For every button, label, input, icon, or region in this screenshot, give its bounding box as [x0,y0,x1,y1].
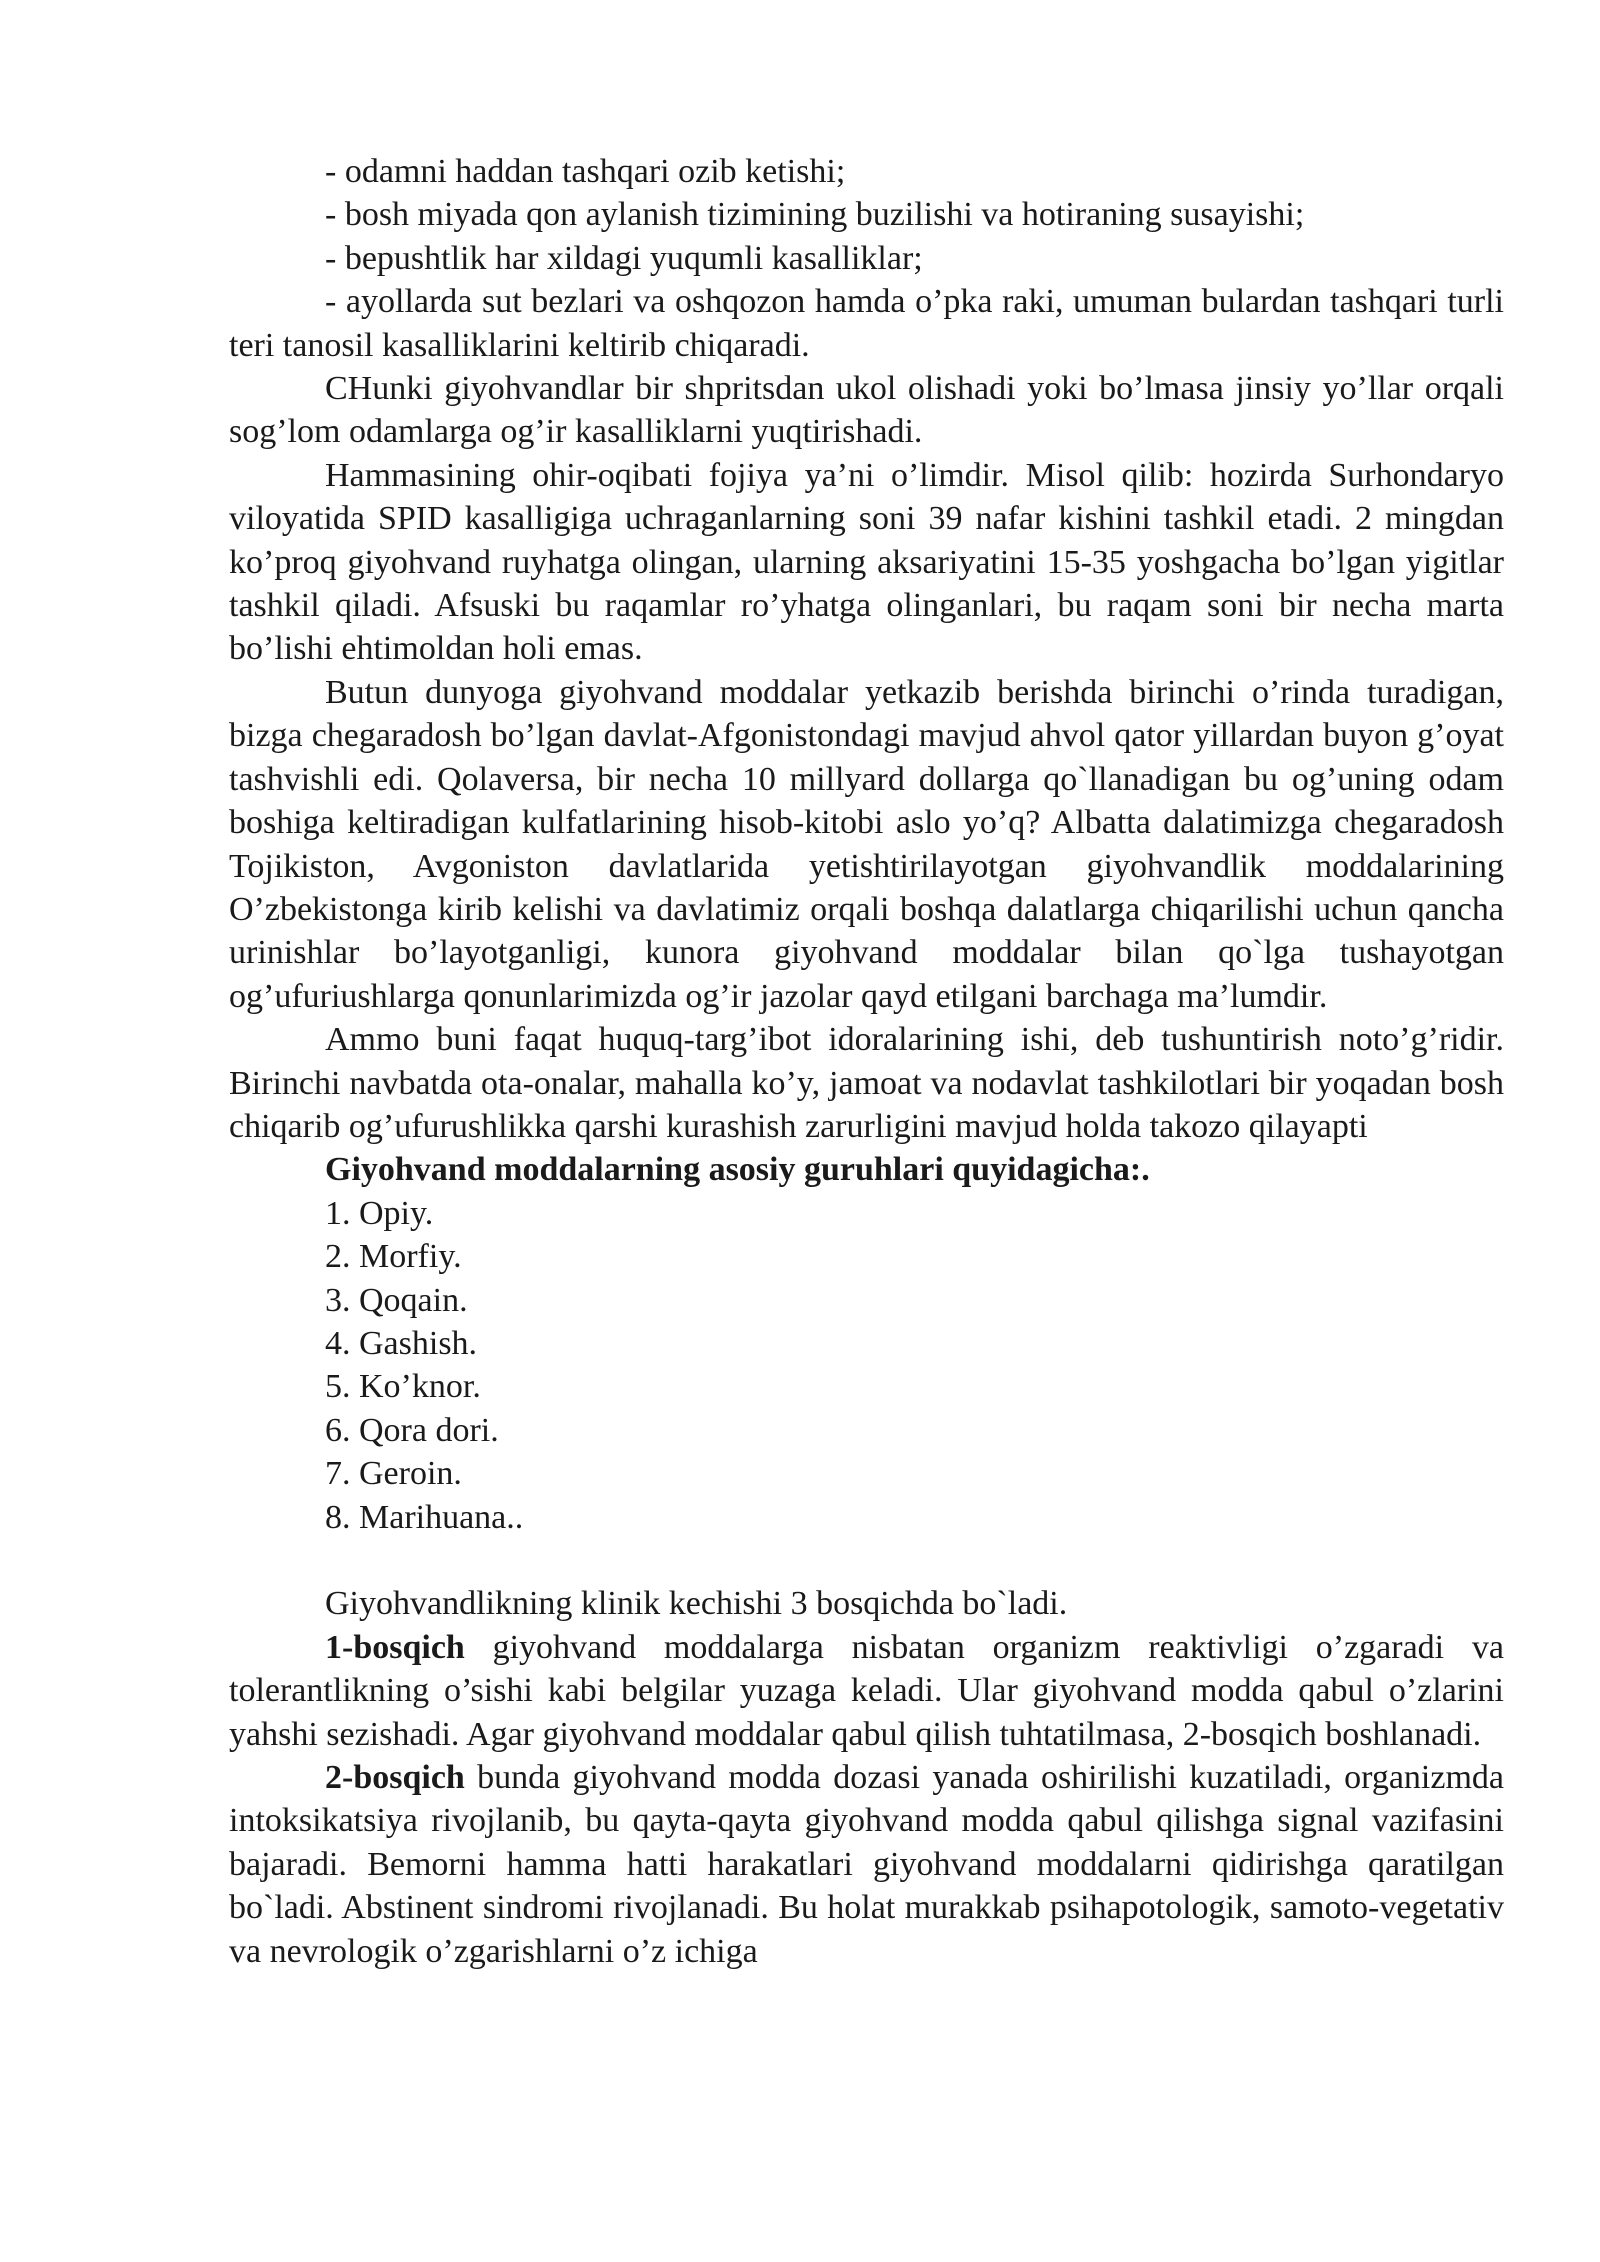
paragraph: Butun dunyoga giyohvand moddalar yetkazib berishda birinchi o’rinda turadigan, bizga chegaradosh bo’lgan davlat-Afgonistondagi mavjud ahvol qator yillardan buyon g’oyat tashvishli edi. Qolaversa, bir necha 10 millyard dollarga qo`llanadigan bu og’uning odam boshiga keltiradigan kulfatlarining hisob-kitobi aslo yo’q? Albatta dalatimizga chegaradosh Tojikiston, Avgoniston davlatlarida yetishtirilayotgan giyohvandlik moddalarining O’zbekistonga kirib kelishi va davlatimiz orqali boshqa dalatlarga chiqarilishi uchun qancha urinishlar bo’layotganligi, kunora giyohvand moddalar bilan qo`lga tushayotgan og’ufuriushlarga qonunlarimizda og’ir jazolar qayd etilgani barchaga ma’lumdir. [229,673,1504,1015]
clinical-intro: Giyohvandlikning klinik kechishi 3 bosqichda bo`ladi. [325,1585,1068,1623]
stage-paragraph [229,1626,1504,1756]
list-item: 2. Morfiy. [325,1238,462,1276]
stage-paragraph [229,1756,1504,1973]
list-item: 8. Marihuana.. [325,1498,524,1536]
list-item: 3. Qoqain. [325,1281,468,1319]
stage-text: giyohvand moddalarga nisbatan organizm reaktivligi o’zgaradi va tolerantlikning o’sishi kabi belgilar yuzaga keladi. Ular giyohvand modda qabul o’zlarini yahshi sezishadi. Agar giyohvand moddalar qabul qilish tuhtatilmasa, 2-bosqich boshlanadi. [229,1628,1504,1753]
list-item: 5. Ko’knor. [325,1368,481,1406]
list-item: 6. Qora dori. [325,1411,499,1449]
bullet-line: - odamni haddan tashqari ozib ketishi; [325,153,846,190]
stage-label: 2-bosqich [325,1759,465,1797]
blank-line [229,1539,1504,1582]
bullet-line: - bepushtlik har xildagi yuqumli kasalliklar; [325,239,923,277]
stage-label: 1-bosqich [325,1628,465,1666]
paragraph: - ayollarda sut bezlari va oshqozon hamda o’pka raki, umuman bulardan tashqari turli teri tanosil kasalliklarini keltirib chiqaradi. [229,283,1504,364]
paragraph: Ammo buni faqat huquq-targ’ibot idoralarining ishi, deb tushuntirish noto’g’ridir. Birinchi navbatda ota-onalar, mahalla ko’y, jamoat va nodavlat tashkilotlari bir yoqadan bosh chiqarib og’ufurushlikka qarshi kurashish zarurligini mavjud holda takozo qilayapti [229,1021,1504,1145]
paragraph: Hammasining ohir-oqibati fojiya ya’ni o’limdir. Misol qilib: hozirda Surhondaryo viloyatida SPID kasalligiga uchraganlarning soni 39 nafar kishini tashkil etadi. 2 mingdan ko’proq giyohvand ruyhatga olingan, ularning aksariyatini 15-35 yoshgacha bo’lgan yigitlar tashkil qiladi. Afsuski bu raqamlar ro’yhatga olinganlari, bu raqam soni bir necha marta bo’lishi ehtimoldan holi emas. [229,456,1504,668]
list-item: 1. Opiy. [325,1194,434,1232]
groups-list [229,1192,1504,1539]
bullet-line: - bosh miyada qon aylanish tizimining buzilishi va hotiraning susayishi; [325,196,1305,234]
groups-heading: Giyohvand moddalarning asosiy guruhlari quyidagicha:. [325,1151,1150,1189]
list-item: 4. Gashish. [325,1324,478,1362]
document-page [229,150,1504,1973]
list-item: 7. Geroin. [325,1455,462,1493]
stage-text: bunda giyohvand modda dozasi yanada oshirilishi kuzatiladi, organizmda intoksikatsiya rivojlanib, bu qayta-qayta giyohvand modda qabul qilishga signal vazifasini bajaradi. Bemorni hamma hatti harakatlari giyohvand moddalarni qidirishga qaratilgan bo`ladi. Abstinent sindromi rivojlanadi. Bu holat murakkab psihapotologik, samoto-vegetativ va nevrologik o’zgarishlarni o’z ichiga [229,1759,1504,1970]
paragraph: CHunki giyohvandlar bir shpritsdan ukol olishadi yoki bo’lmasa jinsiy yo’llar orqali sog’lom odamlarga og’ir kasalliklarni yuqtirishadi. [229,370,1504,451]
